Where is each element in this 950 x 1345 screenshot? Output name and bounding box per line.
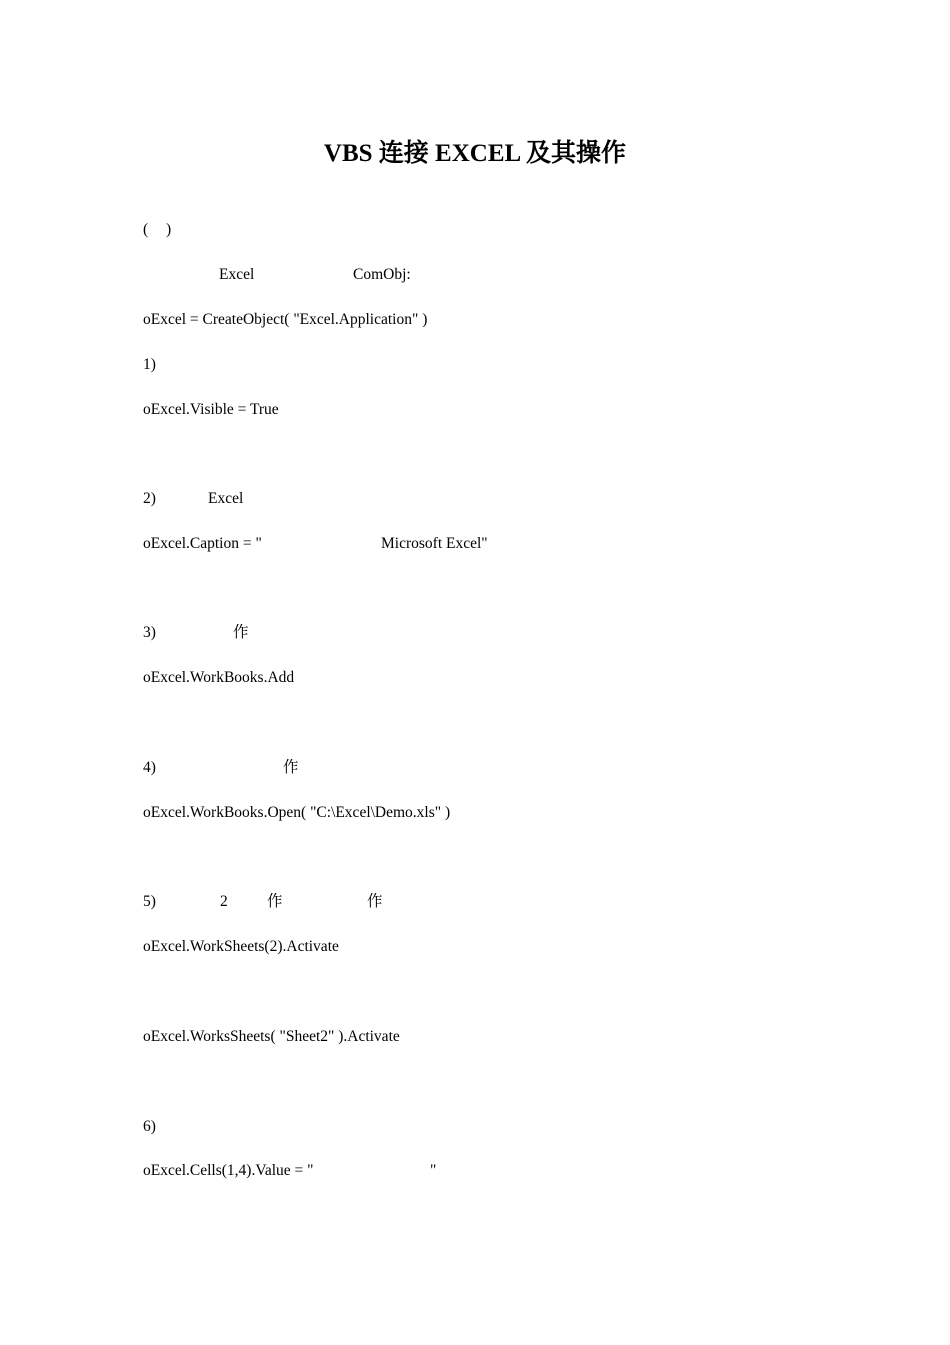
code-line xyxy=(0,667,950,689)
code-line xyxy=(0,533,950,555)
text-segment: 作 xyxy=(233,624,249,641)
text-segment: ) xyxy=(166,221,172,238)
code-line xyxy=(0,936,950,958)
step-heading-2 xyxy=(0,488,950,510)
text-segment: oExcel.Cells(1,4).Value = " xyxy=(143,1162,314,1179)
code-line xyxy=(0,399,950,421)
text-segment: Microsoft Excel" xyxy=(381,535,488,552)
step-heading-4 xyxy=(0,757,950,779)
text-segment: oExcel.WorksSheets( "Sheet2" ).Activate xyxy=(143,1028,400,1045)
step-heading-3 xyxy=(0,622,950,644)
text-segment: oExcel.WorkBooks.Add xyxy=(143,669,295,686)
text-segment: oExcel = CreateObject( "Excel.Application" ) xyxy=(143,311,428,328)
text-segment: ComObj: xyxy=(353,266,411,283)
document-title: VBS 连接 EXCEL 及其操作 xyxy=(323,140,627,167)
code-line xyxy=(0,802,950,824)
text-segment: Excel xyxy=(208,490,244,507)
step-heading-6 xyxy=(0,1116,950,1138)
text-segment: oExcel.WorkSheets(2).Activate xyxy=(143,938,339,955)
text-segment: 2) xyxy=(143,490,156,507)
text-segment: oExcel.Caption = " xyxy=(143,535,262,552)
text-segment: 6) xyxy=(143,1118,156,1135)
code-line xyxy=(0,309,950,331)
text-segment: 作 xyxy=(283,759,299,776)
text-segment: oExcel.Visible = True xyxy=(143,401,279,418)
text-segment: Excel xyxy=(219,266,255,283)
text-segment: 作 xyxy=(367,893,383,910)
text-segment: 4) xyxy=(143,759,156,776)
step-heading-5 xyxy=(0,891,950,913)
code-line xyxy=(0,1160,950,1182)
text-segment: 1) xyxy=(143,356,156,373)
text-segment: 5) xyxy=(143,893,156,910)
text-segment: 2 xyxy=(220,893,228,910)
step-heading-1 xyxy=(0,354,950,376)
text-segment: " xyxy=(430,1162,437,1179)
line-paren xyxy=(0,219,950,241)
text-segment: oExcel.WorkBooks.Open( "C:\Excel\Demo.xls" ) xyxy=(143,804,451,821)
text-segment: 作 xyxy=(267,893,283,910)
text-segment: ( xyxy=(143,221,149,238)
code-line xyxy=(0,1026,950,1048)
line-intro xyxy=(0,264,950,286)
text-segment: 3) xyxy=(143,624,156,641)
